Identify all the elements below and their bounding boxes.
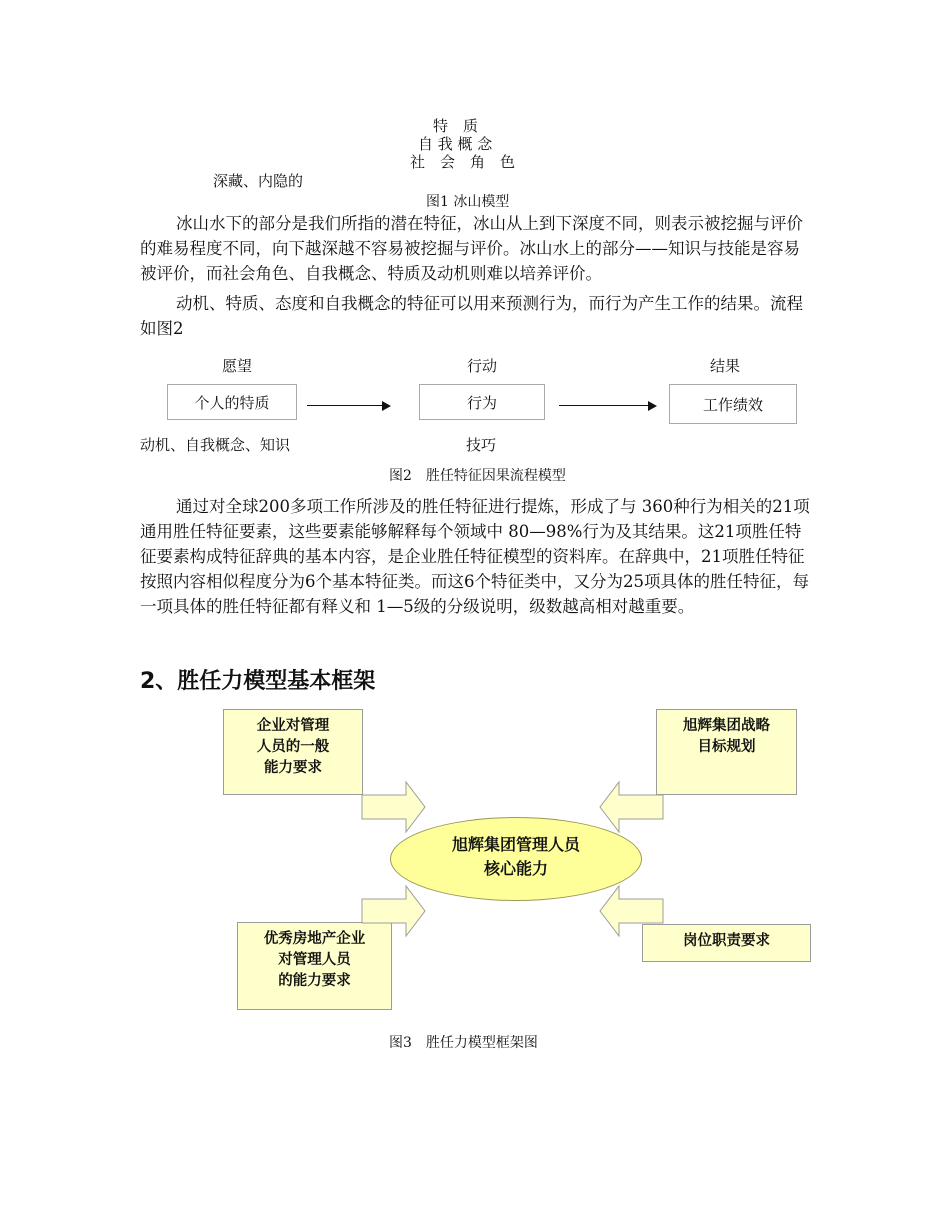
- iceberg-label-trait: 特 质: [433, 117, 479, 135]
- flow-bottom-label-motives: 动机、自我概念、知识: [140, 436, 291, 454]
- framework-box-job-duties: 岗位职责要求: [642, 924, 811, 962]
- iceberg-label-self-concept: 自 我 概 念: [418, 135, 493, 153]
- paragraph-1: 冰山水下的部分是我们所指的潜在特征，冰山从上到下深度不同，则表示被挖掘与评价的难易程度不同，向下越深越不容易被挖掘与评价。冰山水上的部分——知识与技能是容易被评价，而社会角色、自我概念、特质及动机则难以培养评价。: [140, 214, 803, 283]
- arrow-left-icon: [600, 782, 664, 832]
- figure2-caption: 图2 胜任特征因果流程模型: [389, 468, 566, 484]
- framework-box-strategy-planning: 旭辉集团战略 目标规划: [656, 709, 797, 795]
- arrow-right-icon: [362, 782, 426, 832]
- paragraph-3: 通过对全球200多项工作所涉及的胜任特征进行提炼，形成了与 360种行为相关的21项通用胜任特征要素，这些要素能够解释每个领域中 80—98%行为及其结果。这21项胜任特征要素构成特征辞典的基本内容，是企业胜任特征模型的资料库。在辞典中，21项胜任特征按照内容相似程度分为6个基本特征类。而这6个特征类中，又分为25项具体的胜任特征，每一项具体的胜任特征都有释义和 1—5级的分级说明，级数越高相对越重要。: [140, 497, 810, 616]
- arrow-right-icon: [362, 886, 426, 936]
- flow-arrow-1: [307, 400, 391, 412]
- section-heading: 2、胜任力模型基本框架: [140, 669, 376, 694]
- flow-arrow-2: [559, 400, 657, 412]
- figure1-caption: 图1 冰山模型: [426, 194, 510, 210]
- framework-box-general-requirements: 企业对管理 人员的一般 能力要求: [223, 709, 363, 795]
- flow-box-job-performance: 工作绩效: [669, 384, 797, 424]
- iceberg-side-label: 深藏、内隐的: [213, 172, 304, 190]
- figure3-caption: 图3 胜任力模型框架图: [389, 1035, 538, 1051]
- flow-bottom-label-skills: 技巧: [466, 436, 497, 454]
- flow-label-result: 结果: [710, 357, 741, 375]
- iceberg-label-social-role: 社 会 角 色: [410, 153, 516, 171]
- flow-label-desire: 愿望: [222, 357, 253, 375]
- flow-box-behavior: 行为: [419, 384, 545, 420]
- framework-core-ellipse: 旭辉集团管理人员 核心能力: [390, 817, 642, 901]
- flow-box-personal-traits: 个人的特质: [167, 384, 297, 420]
- arrow-left-icon: [600, 886, 664, 936]
- paragraph-2: 动机、特质、态度和自我概念的特征可以用来预测行为，而行为产生工作的结果。流程如图2: [140, 294, 803, 338]
- flow-label-action: 行动: [467, 357, 498, 375]
- framework-box-industry-requirements: 优秀房地产企业 对管理人员 的能力要求: [237, 922, 392, 1010]
